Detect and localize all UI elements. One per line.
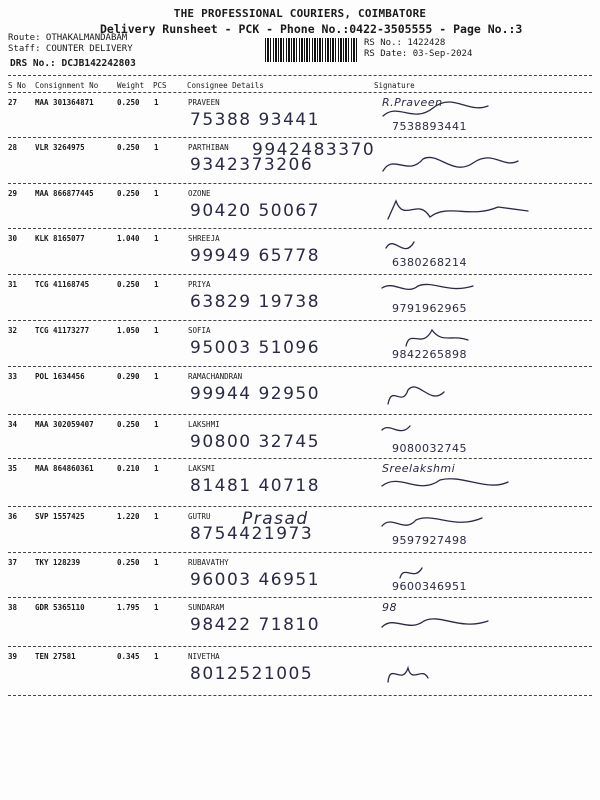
row-serial-number: 38	[8, 603, 18, 612]
column-header-pcs: PCS	[153, 81, 167, 90]
consignee-name: SUNDARAM	[188, 603, 225, 612]
row-divider	[8, 320, 592, 321]
handwritten-phone: 99944 92950	[190, 384, 321, 404]
signature-scribble	[378, 607, 548, 641]
handwritten-note: 9942483370	[252, 140, 376, 160]
consignment-number: GDR 5365110	[35, 603, 85, 612]
row-divider	[8, 552, 592, 553]
consignee-name: RAMACHANDRAN	[188, 372, 243, 381]
handwritten-note: Prasad	[242, 509, 309, 529]
weight-value: 0.250	[117, 280, 140, 289]
signature-scribble	[378, 376, 548, 410]
signature-name: 98	[382, 601, 397, 614]
consignee-name: NIVETHA	[188, 652, 220, 661]
row-serial-number: 31	[8, 280, 18, 289]
header-divider	[8, 75, 592, 76]
weight-value: 0.250	[117, 189, 140, 198]
pieces-count: 1	[154, 98, 159, 107]
row-serial-number: 37	[8, 558, 18, 567]
weight-value: 0.290	[117, 372, 140, 381]
pieces-count: 1	[154, 512, 159, 521]
signature-scribble	[378, 554, 548, 588]
row-divider	[8, 646, 592, 647]
consignment-number: KLK 8165077	[35, 234, 85, 243]
rs-date: RS Date: 03-Sep-2024	[364, 49, 473, 59]
handwritten-phone: 75388 93441	[190, 110, 321, 130]
signature-name: R.Praveen	[382, 96, 443, 109]
signature-phone: 9791962965	[392, 302, 467, 315]
pieces-count: 1	[154, 603, 159, 612]
runsheet-title: Delivery Runsheet - PCK - Phone No.:0422-3505555 - Page No.:3	[100, 22, 523, 36]
handwritten-phone: 99949 65778	[190, 246, 321, 266]
consignee-name: PARTHIBAN	[188, 143, 229, 152]
row-serial-number: 28	[8, 143, 18, 152]
row-divider	[8, 366, 592, 367]
handwritten-phone: 8012521005	[190, 664, 314, 684]
row-divider	[8, 183, 592, 184]
handwritten-phone: 96003 46951	[190, 570, 321, 590]
consignment-number: MAA 302059407	[35, 420, 94, 429]
signature-scribble	[378, 322, 548, 356]
signature-scribble	[378, 193, 548, 227]
consignment-number: MAA 301364871	[35, 98, 94, 107]
signature-scribble	[378, 230, 548, 264]
row-serial-number: 35	[8, 464, 18, 473]
weight-value: 0.250	[117, 98, 140, 107]
document-header	[0, 0, 600, 80]
consignee-name: GUTRU	[188, 512, 211, 521]
pieces-count: 1	[154, 234, 159, 243]
handwritten-phone: 95003 51096	[190, 338, 321, 358]
consignee-name: SOFIA	[188, 326, 211, 335]
staff-label: Staff: COUNTER DELIVERY	[8, 44, 133, 54]
weight-value: 1.795	[117, 603, 140, 612]
signature-scribble	[378, 508, 548, 542]
pieces-count: 1	[154, 280, 159, 289]
row-divider	[8, 414, 592, 415]
handwritten-phone: 63829 19738	[190, 292, 321, 312]
weight-value: 0.250	[117, 143, 140, 152]
row-divider	[8, 506, 592, 507]
handwritten-phone: 90420 50067	[190, 201, 321, 221]
consignee-name: OZONE	[188, 189, 211, 198]
consignee-name: LAKSHMI	[188, 420, 220, 429]
row-serial-number: 30	[8, 234, 18, 243]
column-header-signature: Signature	[374, 81, 415, 90]
signature-scribble	[378, 468, 548, 502]
consignee-name: LAKSMI	[188, 464, 216, 473]
handwritten-phone: 90800 32745	[190, 432, 321, 452]
pieces-count: 1	[154, 558, 159, 567]
consignment-number: VLR 3264975	[35, 143, 85, 152]
weight-value: 1.050	[117, 326, 140, 335]
signature-scribble	[378, 94, 548, 128]
weight-value: 0.210	[117, 464, 140, 473]
row-serial-number: 39	[8, 652, 18, 661]
row-divider	[8, 695, 592, 696]
consignee-name: PRIYA	[188, 280, 211, 289]
column-header-divider	[8, 92, 592, 93]
column-header-weight: Weight	[117, 81, 145, 90]
row-divider	[8, 137, 592, 138]
weight-value: 1.220	[117, 512, 140, 521]
weight-value: 0.345	[117, 652, 140, 661]
weight-value: 0.250	[117, 420, 140, 429]
pieces-count: 1	[154, 189, 159, 198]
consignment-number: POL 1634456	[35, 372, 85, 381]
signature-phone: 9597927498	[392, 534, 467, 547]
signature-phone: 9600346951	[392, 580, 467, 593]
weight-value: 0.250	[117, 558, 140, 567]
consignment-number: MAA 864860361	[35, 464, 94, 473]
signature-scribble	[378, 147, 548, 181]
pieces-count: 1	[154, 372, 159, 381]
handwritten-phone: 81481 40718	[190, 476, 321, 496]
consignment-number: TCG 41173277	[35, 326, 90, 335]
row-serial-number: 33	[8, 372, 18, 381]
consignment-number: TCG 41168745	[35, 280, 90, 289]
barcode-image	[265, 38, 357, 62]
consignment-number: SVP 1557425	[35, 512, 85, 521]
route-label: Route: OTHAKALMANDABAM	[8, 33, 128, 43]
signature-scribble	[378, 276, 548, 310]
row-serial-number: 34	[8, 420, 18, 429]
row-divider	[8, 274, 592, 275]
signature-scribble	[378, 656, 548, 690]
pieces-count: 1	[154, 464, 159, 473]
signature-phone: 7538893441	[392, 120, 467, 133]
rs-number: RS No.: 1422428	[364, 38, 446, 48]
consignee-name: RUBAVATHY	[188, 558, 229, 567]
signature-phone: 9842265898	[392, 348, 467, 361]
handwritten-phone: 8754421973	[190, 524, 314, 544]
pieces-count: 1	[154, 652, 159, 661]
handwritten-phone: 98422 71810	[190, 615, 321, 635]
signature-phone: 9080032745	[392, 442, 467, 455]
column-header-consignee: Consignee Details	[187, 81, 264, 90]
consignment-number: TKY 128239	[35, 558, 81, 567]
signature-scribble	[378, 416, 548, 450]
consignment-number: TEN 27581	[35, 652, 76, 661]
consignee-name: SHREEJA	[188, 234, 220, 243]
company-title: THE PROFESSIONAL COURIERS, COIMBATORE	[173, 7, 427, 20]
pieces-count: 1	[154, 420, 159, 429]
signature-name: Sreelakshmi	[382, 462, 456, 475]
row-serial-number: 27	[8, 98, 18, 107]
consignment-number: MAA 866877445	[35, 189, 94, 198]
handwritten-phone: 9342373206	[190, 155, 314, 175]
pieces-count: 1	[154, 326, 159, 335]
row-serial-number: 29	[8, 189, 18, 198]
consignee-name: PRAVEEN	[188, 98, 220, 107]
row-divider	[8, 458, 592, 459]
row-serial-number: 32	[8, 326, 18, 335]
row-divider	[8, 597, 592, 598]
row-serial-number: 36	[8, 512, 18, 521]
weight-value: 1.040	[117, 234, 140, 243]
column-header-sno: S No	[8, 81, 27, 90]
pieces-count: 1	[154, 143, 159, 152]
signature-phone: 6380268214	[392, 256, 467, 269]
row-divider	[8, 228, 592, 229]
column-header-consignment: Consignment No	[35, 81, 99, 90]
drs-number: DRS No.: DCJB142242803	[10, 58, 136, 69]
